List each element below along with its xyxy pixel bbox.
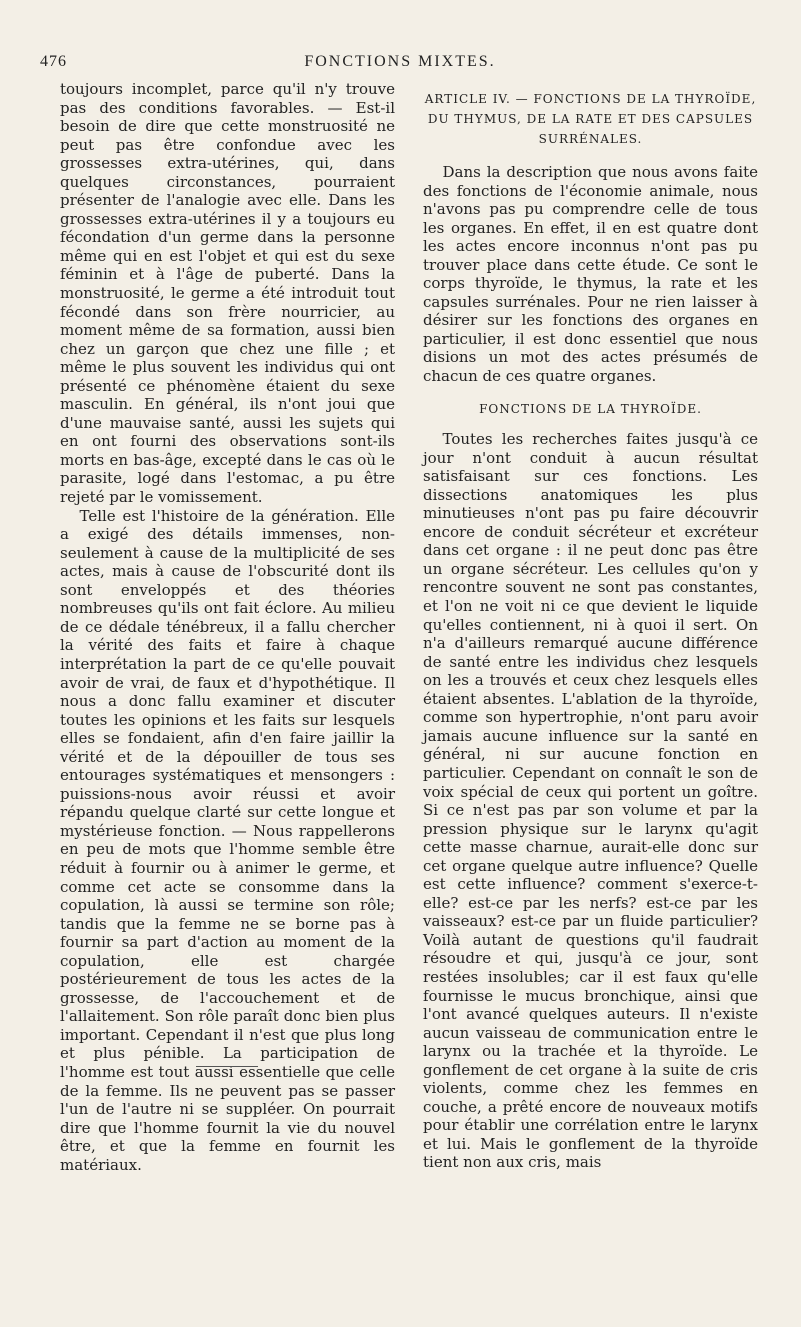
left-column <box>60 80 395 1174</box>
subheading: FONCTIONS DE LA THYROÏDE. <box>479 401 702 416</box>
paragraph: Toutes les recherches faites jusqu'à ce jour n'ont conduit à aucun résultat satisfaisant sur ces fonctions. Les dissections anatomiques les plus minutieuses n'ont pas pu faire découvrir encore de conduit sécréteur et excréteur dans cet organe : il ne peut donc pas être un organe sécréteur. Les cellules qu'on y rencontre souvent ne sont pas constantes, et l'on ne voit ni ce que devient le liquide qu'elles contiennent, ni à quoi il sert. On n'a d'ailleurs remarqué aucune différence de santé entre les individus chez lesquels on les a trouvés et ceux chez lesquels elles étaient absentes. L'ablation de la thyroïde, comme son hypertrophie, n'ont paru avoir jamais aucune influence sur la santé en général, ni sur aucune fonction en particulier. Cependant on connaît le son de voix spécial de ceux qui portent un goître. Si ce n'est pas par son volume et par la pression physique sur le larynx qu'agit cette masse charnue, aurait-elle donc sur cet organe quelque autre influence? Quelle est cette influence? comment s'exerce-t-elle? est-ce par les nerfs? est-ce par les vaisseaux? est-ce par un fluide particulier? Voilà autant de questions qu'il faudrait résoudre et qui, jusqu'à ce jour, sont restées insolubles; car il est faux qu'elle fournisse le mucus bronchique, ainsi que l'ont avancé quelques auteurs. Il n'existe aucun vaisseau de communication entre le larynx ou la trachée et la thyroïde. Le gonflement de cet organe à la suite de cris violents, comme chez les femmes en couche, a prêté encore de nouveaux motifs pour établir une corrélation entre le larynx et lui. Mais le gonflement de la thyroïde tient non aux cris, mais <box>423 430 758 1172</box>
page-number: 476 <box>40 53 67 70</box>
section-end-rule <box>196 1066 258 1067</box>
running-head: FONCTIONS MIXTES. <box>304 53 496 70</box>
paragraph: Telle est l'histoire de la génération. Elle a exigé des détails immenses, non-seulement à cause de la multiplicité de ses actes, mais à cause de l'obscurité dont ils sont enveloppés et des théories nombreuses qu'ils ont fait éclore. Au milieu de ce dédale ténébreux, il a fallu chercher la vérité des faits et faire à chaque interprétation la part de ce qu'elle pouvait avoir de vrai, de faux et d'hypothétique. Il nous a donc fallu examiner et discuter toutes les opinions et les faits sur lesquels elles se fondaient, afin d'en faire jaillir la vérité et de la dépouiller de tous ses entourages systématiques et mensongers : puissions-nous avoir réussi et avoir répandu quelque clarté sur cette longue et mystérieuse fonction. — Nous rappellerons en peu de mots que l'homme semble être réduit à fournir ou à animer le germe, et comme cet acte se consomme dans la copulation, là aussi se termine son rôle; tandis que la femme ne se borne pas à fournir sa part d'action au moment de la copulation, elle est chargée postérieurement de tous les actes de la grossesse, de l'accouchement et de l'allaitement. Son rôle paraît donc bien plus important. Cependant il n'est que plus long et plus pénible. La participation de l'homme est tout aussi essentielle que celle de la femme. Ils ne peuvent pas se passer l'un de l'autre ni se suppléer. On pourrait dire que l'homme fournit la vie du nouvel être, et que la femme en fournit les matériaux. <box>60 506 395 1174</box>
paragraph: toujours incomplet, parce qu'il n'y trouve pas des conditions favorables. — Est-il besoin de dire que cette monstruosité ne peut pas être confondue avec les grossesses extra-utérines, qui, dans quelques circonstances, pourraient présenter de l'analogie avec elle. Dans les grossesses extra-utérines il y a toujours eu fécondation d'un germe dans la personne même qui en est l'objet et qui est du sexe féminin et à l'âge de puberté. Dans la monstruosité, le germe a été introduit tout fécondé dans son frère nourricier, au moment même de sa formation, aussi bien chez un garçon que chez une fille ; et même le plus souvent les individus qui ont présenté ce phénomène étaient du sexe masculin. En général, ils n'ont joui que d'une mauvaise santé, aussi les sujets qui en ont fourni des observations sont-ils morts en bas-âge, excepté dans le cas où le parasite, logé dans l'estomac, a pu être rejeté par le vomissement. <box>60 80 395 507</box>
paragraph: Dans la description que nous avons faite des fonctions de l'économie animale, nous n'avons pas pu comprendre celle de tous les organes. En effet, il en est quatre dont les actes encore inconnus n'ont pas pu trouver place dans cette étude. Ce sont le corps thyroïde, le thymus, la rate et les capsules surrénales. Pour ne rien laisser à désirer sur les fonctions des organes en particulier, il est donc essentiel que nous disions un mot des actes présumés de chacun de ces quatre organes. <box>423 163 758 386</box>
section-heading: ARTICLE IV. — FONCTIONS DE LA THYROÏDE, DU THYMUS, DE LA RATE ET DES CAPSULES SURRÉNALES. <box>424 92 757 146</box>
right-column <box>423 89 758 1172</box>
page-header <box>40 50 760 74</box>
